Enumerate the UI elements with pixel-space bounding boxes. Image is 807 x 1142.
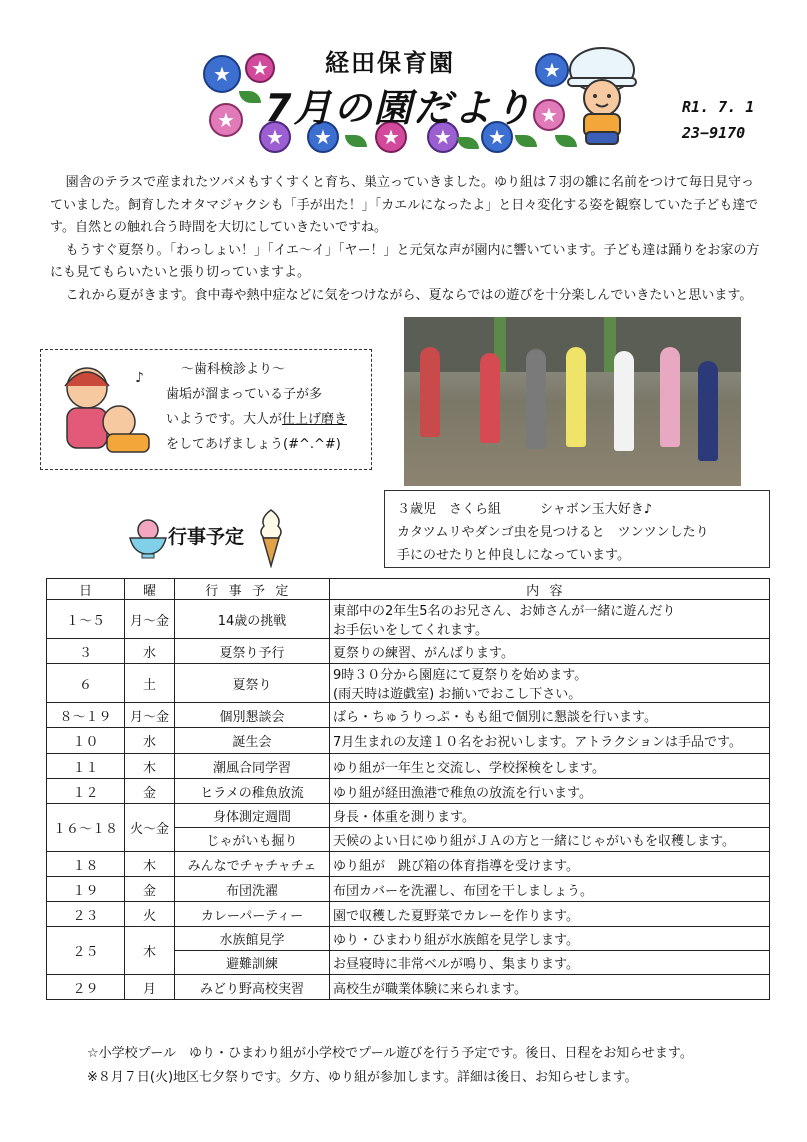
table-row [47,902,770,927]
child [660,347,680,447]
cell-content: ゆり組が経田漁港で稚魚の放流を行います。 [330,779,770,804]
cell-day: ２３ [47,902,125,927]
dental-line [166,407,366,432]
table-row [47,852,770,877]
cell-content: 高校生が職業体験に来られます。 [330,975,770,1000]
cell-day: ８〜１９ [47,703,125,728]
caption-line: ３歳児 さくら組 シャボン玉大好き♪ [397,502,653,517]
header-weekday: 曜 [125,579,175,600]
children-bubbles-photo [404,317,741,486]
cell-day: １〜５ [47,600,125,639]
footnote: ☆小学校プール ゆり・ひまわり組が小学校でプール遊びを行う予定です。後日、日程をお知らせます。 [87,1046,693,1061]
cell-content: ゆり・ひまわり組が水族館を見学します。 [330,927,770,951]
cell-content: ゆり組が一年生と交流し、学校探検をします。 [330,754,770,779]
table-row [47,779,770,804]
dental-title: 〜歯科検診より〜 [181,362,286,377]
dental-line: をしてあげましょう(#^.^#) [166,437,341,452]
cell-day: １２ [47,779,125,804]
cell-event: じゃがいも掘り [175,828,330,852]
events-heading [128,508,288,568]
cell-weekday: 月 [125,975,175,1000]
morning-glory-star-icon: ★ [481,121,513,153]
table-row [47,600,770,639]
cell-content [330,664,770,703]
header-day: 日 [47,579,125,600]
soft-serve-cone-icon [256,508,286,568]
morning-glory-star-icon: ★ [307,121,339,153]
cell-event: カレーパーティー [175,902,330,927]
cell-weekday: 水 [125,728,175,754]
date-block [682,94,754,146]
cell-event: 潮風合同学習 [175,754,330,779]
dental-line-text: いようです。大人が [166,412,282,427]
school-name: 経田保育園 [325,49,455,77]
intro-text [50,172,766,307]
child [698,361,718,461]
cell-weekday: 木 [125,754,175,779]
cell-weekday: 月〜金 [125,600,175,639]
leaf-icon [515,135,537,147]
table-header-row [47,579,770,600]
morning-glory-star-icon: ★ [535,53,569,87]
cell-content: 7月生まれの友達１０名をお祝いします。アトラクションは手品です。 [330,728,770,754]
cell-event: 夏祭り予行 [175,639,330,664]
phone-number: 23−9170 [682,124,746,142]
table-row [47,877,770,902]
issue-date: R1. 7. 1 [682,98,755,116]
morning-glory-star-icon: ★ [427,121,459,153]
cell-weekday: 月〜金 [125,703,175,728]
caption-line: カタツムリやダンゴ虫を見つけると ツンツンしたり [397,525,709,540]
table-row [47,639,770,664]
cell-weekday: 土 [125,664,175,703]
morning-glory-star-icon: ★ [209,103,243,137]
cell-event: 避難訓練 [175,951,330,975]
cell-day: １８ [47,852,125,877]
table-row [47,804,770,828]
cell-weekday: 水 [125,639,175,664]
cell-day: ２９ [47,975,125,1000]
cell-weekday: 木 [125,852,175,877]
cell-event: 夏祭り [175,664,330,703]
cell-day: １６〜１８ [47,804,125,852]
cell-content: 身長・体重を測ります。 [330,804,770,828]
cell-weekday: 金 [125,877,175,902]
ice-cream-bowl-icon [128,516,168,560]
footnotes [87,1042,693,1090]
morning-glory-star-icon: ★ [203,55,241,93]
morning-glory-star-icon: ★ [259,121,291,153]
cell-day: １９ [47,877,125,902]
leaf-icon [239,91,261,103]
leaf-icon [457,137,479,149]
cell-content: 園で収穫した夏野菜でカレーを作ります。 [330,902,770,927]
cell-day: ３ [47,639,125,664]
child [420,347,440,437]
svg-text:♪: ♪ [135,370,144,386]
cell-day: ６ [47,664,125,703]
child [526,349,546,449]
cell-event: 身体測定週間 [175,804,330,828]
dental-checkup-box [40,349,372,470]
cell-event: みどり野高校実習 [175,975,330,1000]
cell-content: お昼寝時に非常ベルが鳴り、集まります。 [330,951,770,975]
newsletter-header [195,35,615,160]
cell-event: 誕生会 [175,728,330,754]
intro-paragraph: 園舎のテラスで産まれたツバメもすくすくと育ち、巣立っていきました。ゆり組は７羽の雛に名前をつけて毎日見守っていました。飼育したオタマジャクシも「手が出た！」「カエルになったよ」と日々変化する姿を観察していた子ども達です。自然との触れ合う時間を大切にしていきたいですね。 [50,175,759,235]
cell-event: 14歳の挑戦 [175,600,330,639]
morning-glory-star-icon: ★ [245,53,275,83]
table-row [47,664,770,703]
intro-paragraph: もうすぐ夏祭り。「わっしょい！」「イエ〜イ」「ヤー！」と元気な声が園内に響いています。子ども達は踊りをお家の方にも見てもらいたいと張り切っていますよ。 [50,242,760,280]
dental-line: 歯垢が溜まっている子が多 [166,387,323,402]
morning-glory-star-icon: ★ [533,99,565,131]
schedule-table [46,578,770,1000]
cell-day: ２５ [47,927,125,975]
cell-content: 布団カバーを洗濯し、布団を干しましょう。 [330,877,770,902]
header-content: 内容 [330,579,770,600]
photo-caption [384,490,770,568]
dental-emphasis: 仕上げ磨き [281,412,347,427]
content-line: お手伝いをしてくれます。 [333,623,488,638]
dental-body [166,382,366,457]
cell-event: 水族館見学 [175,927,330,951]
cell-weekday: 木 [125,927,175,975]
table-row [47,927,770,951]
table-row [47,975,770,1000]
child [480,353,500,443]
child [614,351,634,451]
child [566,347,586,447]
cell-content: 夏祭りの練習、がんばります。 [330,639,770,664]
table-row [47,728,770,754]
cell-content: 天候のよい日にゆり組がＪＡの方と一緒にじゃがいもを収穫します。 [330,828,770,852]
cell-content: ゆり組が 跳び箱の体育指導を受けます。 [330,852,770,877]
footnote: ※８月７日(火)地区七夕祭りです。夕方、ゆり組が参加します。詳細は後日、お知らせします。 [87,1070,638,1085]
cell-event: 布団洗濯 [175,877,330,902]
caption-line: 手にのせたりと仲良しになっています。 [397,548,630,563]
issue-title: 7月の園だより [265,86,534,130]
cell-event: 個別懇談会 [175,703,330,728]
cell-day: １０ [47,728,125,754]
table-row [47,703,770,728]
content-line: 9時３０分から園庭にて夏祭りを始めます。 [333,668,588,683]
morning-glory-star-icon: ★ [375,121,407,153]
cell-event: みんなでチャチャチェ [175,852,330,877]
content-line: (雨天時は遊戯室) お揃いでおこし下さい。 [333,687,582,702]
cell-event: ヒラメの稚魚放流 [175,779,330,804]
events-title: 行事予定 [168,526,245,548]
table-row [47,754,770,779]
mother-brushing-child-teeth-illustration [49,360,159,460]
cell-weekday: 火〜金 [125,804,175,852]
cell-day: １１ [47,754,125,779]
content-line: 東部中の2年生5名のお兄さん、お姉さんが一緒に遊んだり [333,604,676,619]
boy-with-hat-illustration [560,40,640,150]
cell-weekday: 金 [125,779,175,804]
cell-weekday: 火 [125,902,175,927]
cell-content [330,600,770,639]
leaf-icon [345,135,367,147]
cell-content: ばら・ちゅうりっぷ・もも組で個別に懇談を行います。 [330,703,770,728]
header-event: 行事予定 [175,579,330,600]
intro-paragraph: これから夏がきます。食中毒や熱中症などに気をつけながら、夏ならではの遊びを十分楽しんでいきたいと思います。 [65,287,753,303]
